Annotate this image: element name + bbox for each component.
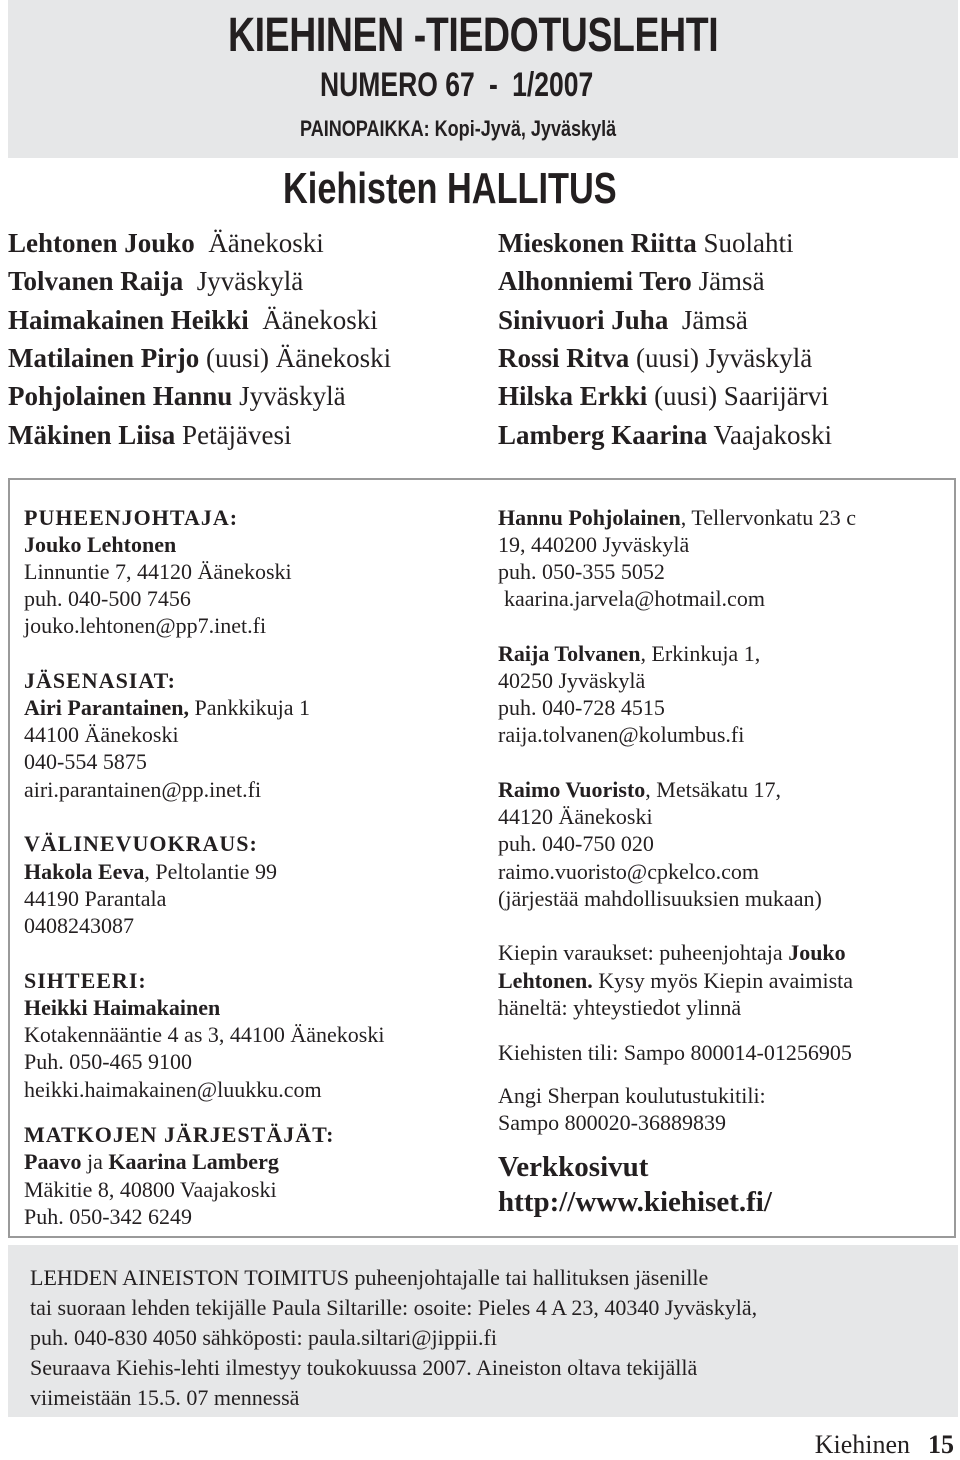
member-name: Haimakainen Heikki: [8, 305, 249, 335]
member-place: Vaajakoski: [713, 420, 832, 450]
raija-contact: [498, 643, 760, 665]
chair-name: [24, 534, 176, 556]
secretary-address: Kotakennääntie 4 as 3, 44100 Äänekoski: [24, 1022, 385, 1047]
trips-heading: MATKOJEN JÄRJESTÄJÄT:: [24, 1122, 335, 1147]
chair-name-text: Jouko Lehtonen: [24, 532, 177, 557]
trips-name1: Paavo: [24, 1149, 82, 1174]
kiepin-text1: Kiepin varaukset: puheenjohtaja: [498, 940, 789, 965]
member-name: Hilska Erkki: [498, 381, 648, 411]
member-name: Sinivuori Juha: [498, 305, 669, 335]
member-place: (uusi) Äänekoski: [205, 343, 392, 373]
raimo-email: raimo.vuoristo@cpkelco.com: [498, 859, 759, 884]
member-name: Mieskonen Riitta: [498, 228, 697, 258]
hannu-name: Hannu Pohjolainen: [498, 505, 681, 530]
board-member: [498, 345, 812, 372]
footer-text1: puheenjohtajalle tai hallituksen jäsenille: [349, 1265, 709, 1290]
website-link[interactable]: http://www.kiehiset.fi/: [498, 1186, 772, 1218]
rental-name: Hakola Eeva: [24, 859, 145, 884]
members-street: Pankkikuja 1: [189, 695, 310, 720]
chair-address: Linnuntie 7, 44120 Äänekoski: [24, 559, 292, 584]
members-email: airi.parantainen@pp.inet.fi: [24, 777, 262, 802]
rental-phone: 0408243087: [24, 913, 134, 938]
secretary-name: [24, 997, 220, 1019]
footer-line1: [30, 1267, 708, 1289]
secretary-name-text: Heikki Haimakainen: [24, 995, 221, 1020]
raija-name: Raija Tolvanen: [498, 641, 641, 666]
trips-organizers: [24, 1151, 279, 1173]
footer-caps: LEHDEN AINEISTON TOIMITUS: [30, 1265, 349, 1290]
board-member: [498, 422, 832, 449]
rental-heading: VÄLINEVUOKRAUS:: [24, 831, 258, 856]
board-member: [498, 268, 765, 295]
kiepin-bold1: Jouko: [788, 940, 846, 965]
member-name: Mäkinen Liisa: [8, 420, 176, 450]
raimo-street: , Metsäkatu 17,: [645, 777, 781, 802]
member-name: Lehtonen Jouko: [8, 228, 195, 258]
hannu-street: , Tellervonkatu 23 c: [680, 505, 857, 530]
kiepin-line3: häneltä: yhteystiedot ylinnä: [498, 995, 742, 1020]
board-member: [498, 383, 829, 410]
printing-place: PAINOPAIKKA: Kopi-Jyvä, Jyväskylä: [300, 116, 617, 141]
board-member: [8, 268, 303, 295]
members-phone: 040-554 5875: [24, 749, 147, 774]
member-place: Äänekoski: [262, 305, 378, 335]
hannu-email: kaarina.jarvela@hotmail.com: [504, 586, 765, 611]
board-member: [8, 230, 324, 257]
members-city: 44100 Äänekoski: [24, 722, 179, 747]
member-name: Tolvanen Raija: [8, 266, 184, 296]
hannu-city: 19, 440200 Jyväskylä: [498, 532, 690, 557]
member-name: Matilainen Pirjo: [8, 343, 200, 373]
trips-name2: Kaarina Lamberg: [108, 1149, 279, 1174]
chair-heading: PUHEENJOHTAJA:: [24, 505, 239, 530]
raija-phone: puh. 040-728 4515: [498, 695, 665, 720]
member-place: (uusi) Saarijärvi: [654, 381, 829, 411]
board-member: [8, 307, 378, 334]
footer-line5: viimeistään 15.5. 07 mennessä: [30, 1385, 300, 1410]
hannu-phone: puh. 050-355 5052: [498, 559, 665, 584]
member-place: (uusi) Jyväskylä: [636, 343, 813, 373]
hannu-contact: [498, 507, 856, 529]
bank-account: Kiehisten tili: Sampo 800014-01256905: [498, 1040, 852, 1065]
issue-label: NUMERO 67: [320, 66, 475, 104]
chair-phone: puh. 040-500 7456: [24, 586, 191, 611]
newsletter-title: KIEHINEN -TIEDOTUSLEHTI: [228, 9, 719, 62]
kiepin-line2: [498, 970, 853, 992]
page-footer: [815, 1430, 954, 1460]
page-number: 15: [928, 1430, 954, 1459]
rental-city: 44190 Parantala: [24, 886, 167, 911]
angi-line2: Sampo 800020-36889839: [498, 1110, 726, 1135]
raija-city: 40250 Jyväskylä: [498, 668, 646, 693]
board-title: Kiehisten HALLITUS: [283, 164, 617, 213]
board-member: [8, 345, 391, 372]
member-name: Lamberg Kaarina: [498, 420, 708, 450]
raija-email: raija.tolvanen@kolumbus.fi: [498, 722, 745, 747]
member-name: Pohjolainen Hannu: [8, 381, 233, 411]
members-heading: JÄSENASIAT:: [24, 668, 176, 693]
member-place: Äänekoski: [208, 228, 324, 258]
raija-street: , Erkinkuja 1,: [640, 641, 761, 666]
rental-contact: [24, 861, 277, 883]
member-place: Jyväskylä: [239, 381, 346, 411]
issue-separator: -: [489, 66, 498, 104]
publication-name: Kiehinen: [814, 1430, 910, 1459]
chair-email: jouko.lehtonen@pp7.inet.fi: [24, 613, 267, 638]
trips-phone: Puh. 050-342 6249: [24, 1204, 193, 1229]
board-member: [498, 307, 748, 334]
issue-number: [320, 66, 593, 105]
members-contact: [24, 697, 310, 719]
footer-line4: Seuraava Kiehis-lehti ilmestyy toukokuussa 2007. Aineiston oltava tekijällä: [30, 1355, 698, 1380]
angi-line1: Angi Sherpan koulutustukitili:: [498, 1083, 766, 1108]
member-place: Jämsä: [698, 266, 765, 296]
board-member: [8, 383, 346, 410]
trips-address: Mäkitie 8, 40800 Vaajakoski: [24, 1177, 277, 1202]
member-place: Suolahti: [703, 228, 794, 258]
member-name: Rossi Ritva: [498, 343, 630, 373]
raimo-contact: [498, 779, 781, 801]
members-name: Airi Parantainen,: [24, 695, 189, 720]
member-place: Jyväskylä: [196, 266, 304, 296]
rental-street: , Peltolantie 99: [144, 859, 277, 884]
kiepin-line1: [498, 942, 846, 964]
raimo-name: Raimo Vuoristo: [498, 777, 646, 802]
kiepin-bold2: Lehtonen.: [498, 968, 593, 993]
member-name: Alhonniemi Tero: [498, 266, 692, 296]
board-member: [8, 422, 292, 449]
footer-line2: tai suoraan lehden tekijälle Paula Siltarille: osoite: Pieles 4 A 23, 40340 Jyväskylä,: [30, 1295, 758, 1320]
issue-date: 1/2007: [512, 66, 594, 104]
website-heading: Verkkosivut: [498, 1151, 649, 1183]
footer-line3: puh. 040-830 4050 sähköposti: paula.siltari@jippii.fi: [30, 1325, 497, 1350]
secretary-phone: Puh. 050-465 9100: [24, 1049, 193, 1074]
raimo-city: 44120 Äänekoski: [498, 804, 653, 829]
member-place: Jämsä: [681, 305, 748, 335]
board-member: [498, 230, 794, 257]
secretary-heading: SIHTEERI:: [24, 968, 147, 993]
secretary-email: heikki.haimakainen@luukku.com: [24, 1077, 322, 1102]
member-place: Petäjävesi: [182, 420, 292, 450]
trips-and: ja: [81, 1149, 109, 1174]
kiepin-text2: Kysy myös Kiepin avaimista: [592, 968, 854, 993]
raimo-note: (järjestää mahdollisuuksien mukaan): [498, 886, 822, 911]
raimo-phone: puh. 040-750 020: [498, 831, 654, 856]
